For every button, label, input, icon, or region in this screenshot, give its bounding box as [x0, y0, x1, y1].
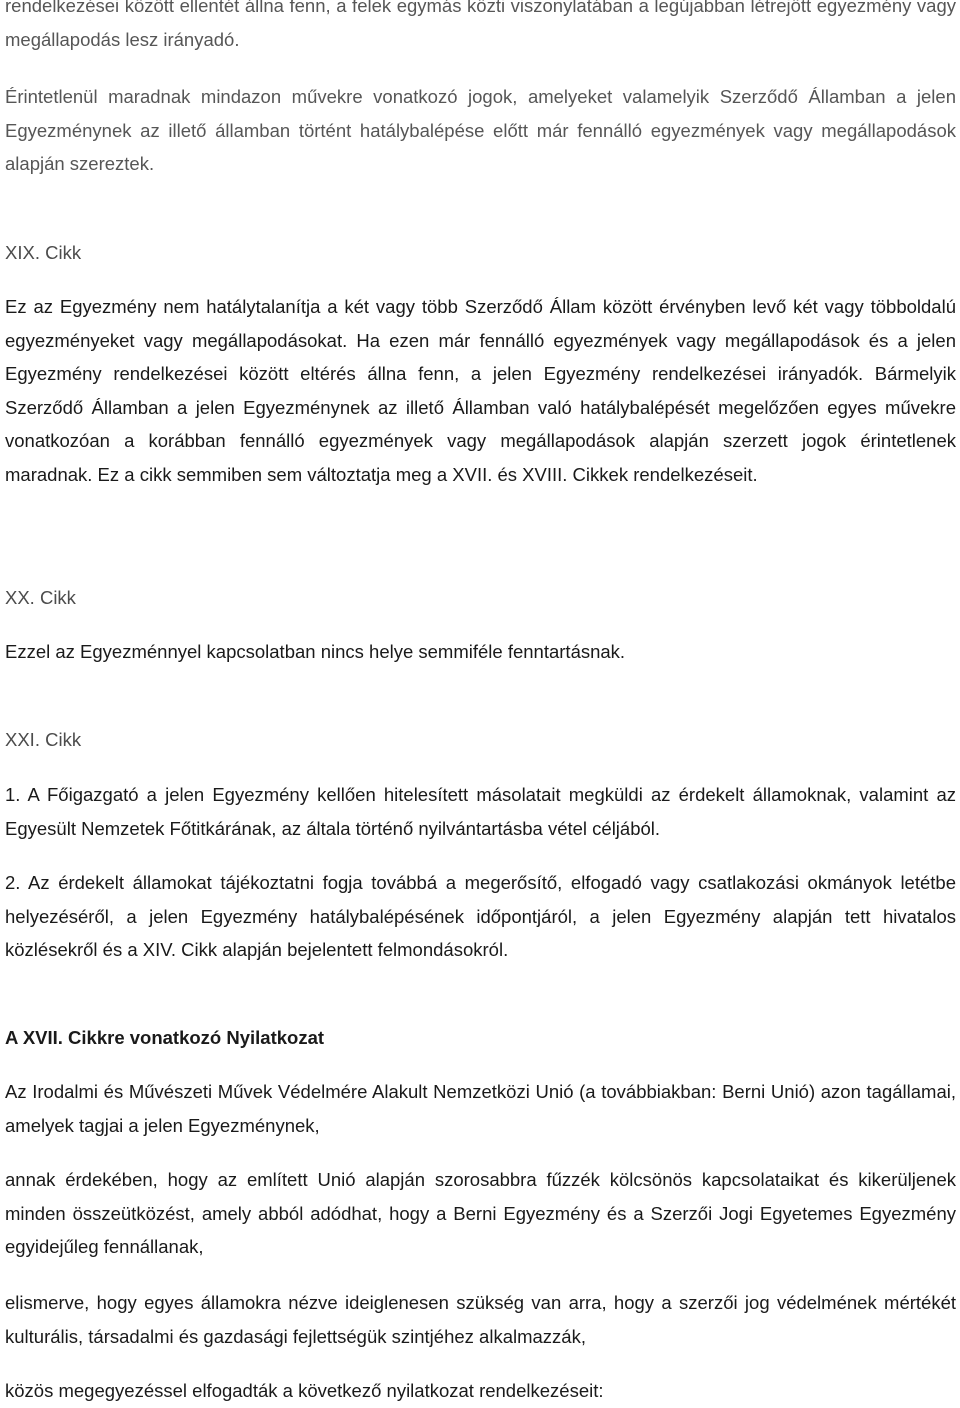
- article-xix-paragraph: Ez az Egyezmény nem hatálytalanítja a két vagy több Szerződő Állam között érvényben levő két vagy többoldalú egyezményeket vagy megállapodásokat. Ha ezen már fennálló egyezmények vagy megállapodások és a jelen Egyezmény rendelkezései között eltérés állna fenn, a jelen Egyezmény rendelkezései irányadók. Bármelyik Szerződő Államban a jelen Egyezménynek az illető Államban való hatálybalépését megelőzően egyes művekre vonatkozóan a korábban fennálló egyezmények vagy megállapodások alapján szerzett jogok érintetlenek maradnak. Ez a cikk semmiben sem változtatja meg a XVII. és XVIII. Cikkek rendelkezéseit.: [5, 296, 956, 485]
- declaration-paragraph-2: annak érdekében, hogy az említett Unió alapján szorosabbra fűzzék kölcsönös kapcsolataikat és kikerüljenek minden összeütközést, amely abból adódhat, hogy a Berni Egyezmény és a Szerzői Jogi Egyetemes Egyezmény egyidejűleg fennállanak,: [5, 1169, 956, 1257]
- article-xxi-paragraph-2: 2. Az érdekelt államokat tájékoztatni fogja továbbá a megerősítő, elfogadó vagy csatlakozási okmányok letétbe helyezéséről, a jelen Egyezmény hatálybalépésének időpontjáról, a jelen Egyezmény alapján tett hivatalos közlésekről és a XIV. Cikk alapján bejelentett felmondásokról.: [5, 872, 956, 960]
- paragraph-intro-continuation: rendelkezései között ellentét állna fenn, a felek egymás közti viszonylatában a legújabban létrejött egyezmény vagy megállapodás lesz irányadó.: [5, 0, 956, 50]
- article-heading-xx: XX. Cikk: [5, 587, 76, 608]
- declaration-paragraph-1: Az Irodalmi és Művészeti Művek Védelmére Alakult Nemzetközi Unió (a továbbiakban: Berni Unió) azon tagállamai, amelyek tagjai a jelen Egyezménynek,: [5, 1081, 956, 1136]
- article-xxi-paragraph-1: 1. A Főigazgató a jelen Egyezmény kellően hitelesített másolatait megküldi az érdekelt államoknak, valamint az Egyesült Nemzetek Főtitkárának, az általa történő nyilvántartásba vétel céljából.: [5, 784, 956, 839]
- declaration-paragraph-3: elismerve, hogy egyes államokra nézve ideiglenesen szükség van arra, hogy a szerzői jog védelmének mértékét kulturális, társadalmi és gazdasági fejlettségük szintjéhez alkalmazzák,: [5, 1292, 956, 1347]
- article-heading-xxi: XXI. Cikk: [5, 729, 82, 750]
- declaration-title: A XVII. Cikkre vonatkozó Nyilatkozat: [5, 1027, 325, 1048]
- paragraph-rights-preserved: Érintetlenül maradnak mindazon művekre vonatkozó jogok, amelyeket valamelyik Szerződő Államban a jelen Egyezménynek az illető államban történt hatálybalépése előtt már fennálló egyezmények vagy megállapodások alapján szereztek.: [5, 86, 956, 174]
- declaration-paragraph-4: közös megegyezéssel elfogadták a következő nyilatkozat rendelkezéseit:: [5, 1380, 604, 1401]
- article-xx-paragraph: Ezzel az Egyezménnyel kapcsolatban nincs helye semmiféle fenntartásnak.: [5, 641, 626, 662]
- article-heading-xix: XIX. Cikk: [5, 242, 82, 263]
